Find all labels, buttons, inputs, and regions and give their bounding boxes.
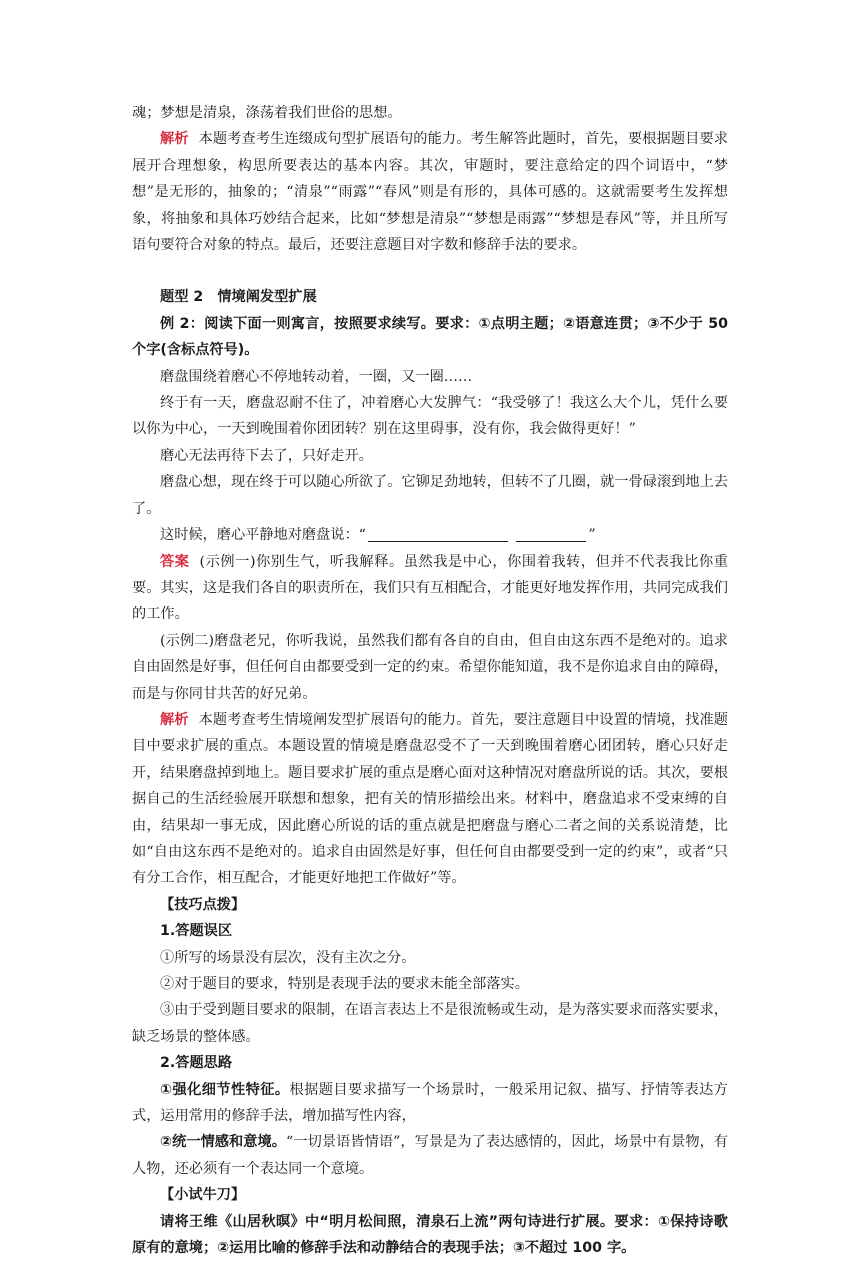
idea-item <box>132 1129 728 1182</box>
analysis-text: 本题考查考生情境阐发型扩展语句的能力。首先，要注意题目中设置的情境，找准题目中要求扩展的重点。本题设置的情境是磨盘忍受不了一天到晚围着磨心团团转，磨心只好走开，结果磨盘掉到地上。题目要求扩展的重点是磨心面对这种情况对磨盘所说的话。其次，要根据自己的生活经验展开联想和想象，把有关的情形描绘出来。材料中，磨盘追求不受束缚的自由，结果却一事无成，因此磨心所说的话的重点就是把磨盘与磨心二者之间的关系说清楚，比如“自由这东西不是绝对的。追求自由固然是好事，但任何自由都要受到一定的约束”，或者“只有分工合作，相互配合，才能更好地把工作做好”等。 <box>132 711 728 887</box>
answer-blank-line <box>368 525 508 542</box>
practice-prompt: 请将王维《山居秋暝》中“明月松间照，清泉石上流”两句诗进行扩展。要求：①保持诗歌原有的意境；②运用比喻的修辞手法和动静结合的表现手法；③不超过 100 字。 <box>132 1213 728 1257</box>
story-last-suffix: ” <box>588 527 596 544</box>
story-line: 磨盘心想，现在终于可以随心所欲了。它铆足劲地转，但转不了几圈，就一骨碌滚到地上去了。 <box>132 474 728 517</box>
mistake-item: ①所写的场景没有层次，没有主次之分。 <box>160 949 416 966</box>
analysis-label: 解析 <box>160 711 189 728</box>
idea-bold-lead: ②统一情感和意境。 <box>160 1134 287 1151</box>
story-line: 磨心无法再待下去了，只好走开。 <box>160 447 373 464</box>
tips-heading: 【技巧点拨】 <box>160 896 246 913</box>
story-line-with-blank <box>132 522 728 548</box>
analysis-text: 本题考查考生连缀成句型扩展语句的能力。考生解答此题时，首先，要根据题目要求展开合理想象，构思所要表达的基本内容。其次，审题时，要注意给定的四个词语中，“梦想”是无形的，抽象的；“清泉”“雨露”“春风”则是有形的，具体可感的。这就需要考生发挥想象，将抽象和具体巧妙结合起来，比如“梦想是清泉”“梦想是雨露”“梦想是春风”等，并且所写语句要符合对象的特点。最后，还要注意题目对字数和修辞手法的要求。 <box>132 131 728 254</box>
answer-paragraph-1 <box>132 549 728 628</box>
story-line: 磨盘围绕着磨心不停地转动着，一圈，又一圈…… <box>160 368 473 385</box>
answer-label: 答案 <box>160 553 190 570</box>
idea-item <box>132 1077 728 1130</box>
section-heading-type2: 题型 2 情境阐发型扩展 <box>160 289 317 306</box>
paragraph-continuation: 魂；梦想是清泉，涤荡着我们世俗的思想。 <box>132 105 402 121</box>
mistake-item: ③由于受到题目要求的限制，在语言表达上不是很流畅或生动，是为落实要求而落实要求，缺乏场景的整体感。 <box>132 1002 728 1045</box>
idea-text: “一切景语皆情语”，写景是为了表达感情的，因此，场景中有景物，有人物，还必须有一个表达同一个意境。 <box>132 1134 728 1177</box>
answer-blank-line <box>516 525 586 542</box>
analysis-label: 解析 <box>160 131 189 148</box>
document-body <box>132 100 728 1261</box>
answer-paragraph-2: (示例二)磨盘老兄，你听我说，虽然我们都有各自的自由，但自由这东西不是绝对的。追求自由固然是好事，但任何自由都要受到一定的约束。希望你能知道，我不是你追求自由的障碍，而是与你同甘共苦的好兄弟。 <box>132 632 728 702</box>
ideas-heading: 2.答题思路 <box>160 1055 233 1072</box>
example-2-prompt: 例 2：阅读下面一则寓言，按照要求续写。要求：①点明主题；②语意连贯；③不少于 50 个字(含标点符号)。 <box>132 315 728 359</box>
analysis-paragraph-2 <box>132 707 728 892</box>
mistakes-heading: 1.答题误区 <box>160 923 233 940</box>
story-line: 终于有一天，磨盘忍耐不住了，冲着磨心大发脾气：“我受够了！我这么大个儿，凭什么要以你为中心，一天到晚围着你团团转？别在这里碍事，没有你，我会做得更好！” <box>132 395 728 438</box>
mistake-item: ②对于题目的要求，特别是表现手法的要求未能全部落实。 <box>160 976 529 992</box>
idea-bold-lead: ①强化细节性特征。 <box>160 1081 290 1098</box>
answer-text: (示例一)你别生气，听我解释。虽然我是中心，你围着我转，但并不代表我比你重要。其实，这是我们各自的职责所在，我们只有互相配合，才能更好地发挥作用，共同完成我们的工作。 <box>132 553 728 623</box>
analysis-paragraph-1 <box>132 126 728 258</box>
practice-heading: 【小试牛刀】 <box>160 1187 246 1204</box>
idea-text: 根据题目要求描写一个场景时，一般采用记叙、描写、抒情等表达方式，运用常用的修辞手法，增加描写性内容， <box>132 1081 728 1125</box>
story-last-prefix: 这时候，磨心平静地对磨盘说：“ <box>160 527 366 544</box>
